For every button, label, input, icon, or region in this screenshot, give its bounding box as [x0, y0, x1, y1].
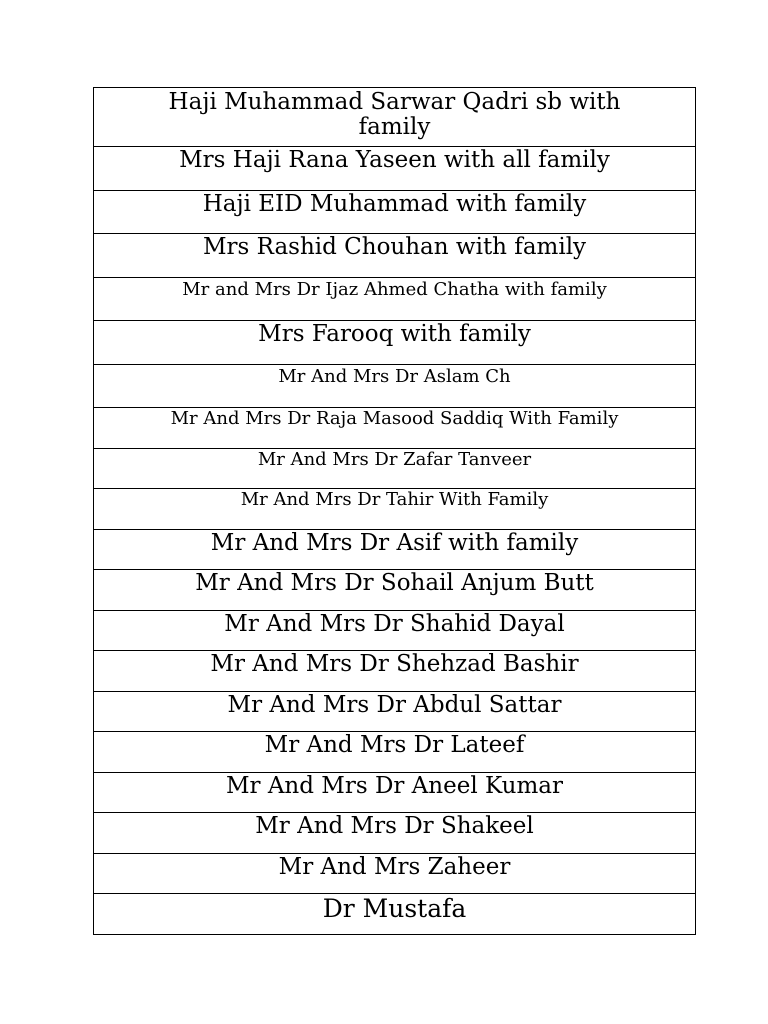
name-text: Mr And Mrs Dr Tahir With Family — [240, 489, 549, 510]
name-row — [94, 893, 695, 934]
name-row — [94, 731, 695, 772]
name-row — [94, 88, 695, 146]
name-row — [94, 488, 695, 529]
name-text: Haji EID Muhammad with family — [202, 191, 587, 217]
name-text: Mrs Farooq with family — [258, 321, 531, 347]
name-text: Dr Mustafa — [322, 894, 467, 923]
name-row — [94, 529, 695, 569]
name-text: Mr And Mrs Dr Abdul Sattar — [227, 692, 562, 718]
name-text: Mr And Mrs Dr Zafar Tanveer — [257, 449, 532, 470]
name-row — [94, 853, 695, 893]
name-row — [94, 277, 695, 320]
name-row — [94, 448, 695, 488]
name-text: Mr And Mrs Zaheer — [278, 854, 511, 880]
name-row — [94, 691, 695, 731]
name-text: Mr And Mrs Dr Sohail Anjum Butt — [195, 570, 594, 596]
name-row — [94, 812, 695, 853]
name-list-table — [93, 87, 696, 935]
name-row — [94, 190, 695, 233]
name-text: Mr And Mrs Dr Raja Masood Saddiq With Family — [170, 408, 619, 429]
name-text: Mrs Haji Rana Yaseen with all family — [179, 147, 610, 173]
name-row — [94, 146, 695, 190]
name-text: Mr And Mrs Dr Aneel Kumar — [225, 773, 564, 799]
name-row — [94, 233, 695, 277]
name-text: Mr And Mrs Dr Shehzad Bashir — [210, 651, 579, 677]
name-row — [94, 569, 695, 610]
name-text: Haji Muhammad Sarwar Qadri sb with family — [168, 89, 621, 141]
name-text: Mr And Mrs Dr Asif with family — [210, 530, 579, 556]
name-row — [94, 650, 695, 691]
name-row — [94, 772, 695, 812]
name-text: Mr And Mrs Dr Shakeel — [255, 813, 534, 839]
name-text: Mr And Mrs Dr Shahid Dayal — [224, 611, 565, 637]
name-text: Mr And Mrs Dr Lateef — [264, 732, 525, 758]
name-row — [94, 407, 695, 448]
name-text: Mrs Rashid Chouhan with family — [202, 234, 587, 260]
name-row — [94, 610, 695, 650]
name-text: Mr and Mrs Dr Ijaz Ahmed Chatha with family — [182, 279, 607, 300]
name-text: Mr And Mrs Dr Aslam Ch — [278, 366, 511, 387]
name-row — [94, 320, 695, 364]
name-row — [94, 364, 695, 407]
